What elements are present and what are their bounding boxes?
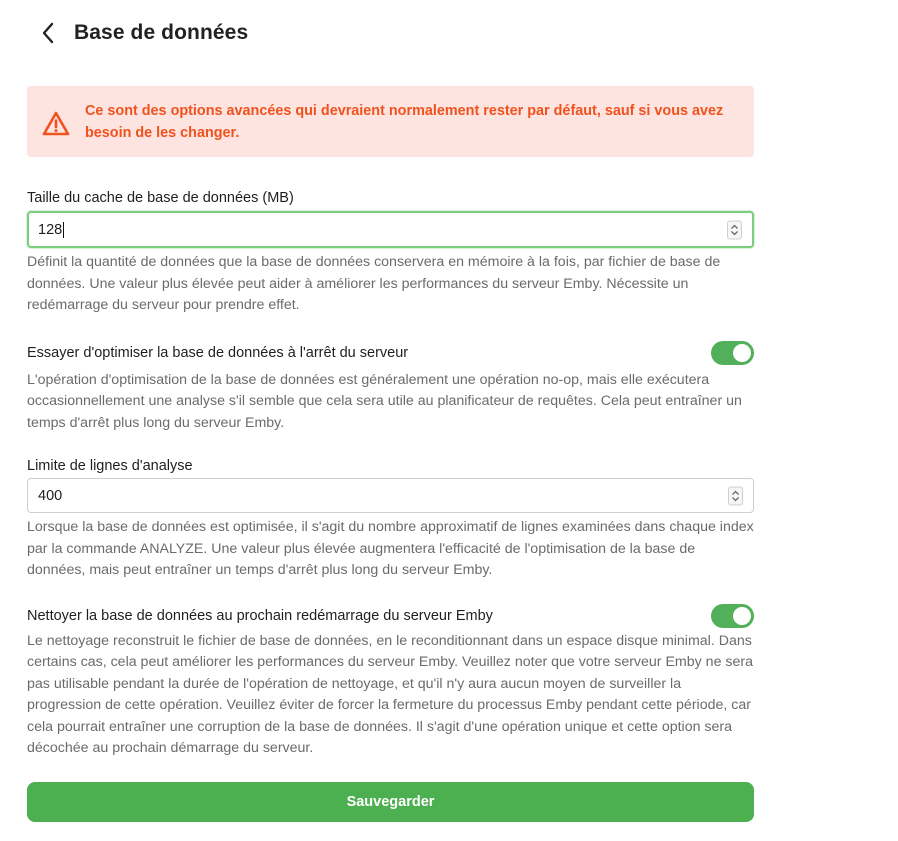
cache-size-value: 128 xyxy=(38,221,63,238)
page-header xyxy=(36,18,248,48)
chevron-left-icon xyxy=(41,22,55,44)
page-title: Base de données xyxy=(74,21,249,44)
optimize-toggle-row xyxy=(27,341,754,365)
vacuum-help: Le nettoyage reconstruit le fichier de base de données, en le reconditionnant dans un espace disque minimal. Dans certains cas, cela peut améliorer les performances du serveur Emby. Veuillez noter que votre serveur Emby ne sera pas utilisable pendant la durée de l'opération de nettoyage, et qu'il n'y aura aucun moyen de surveiller la progression de cette opération. Veuillez éviter de forcer la fermeture du processus Emby pendant cette période, car cela pourrait entraîner une corruption de la base de données. Il s'agit d'une opération unique et cette option sera décochée au prochain démarrage du serveur. xyxy=(27,632,753,756)
vacuum-toggle-row xyxy=(27,604,754,628)
settings-form xyxy=(27,86,754,822)
toggle-knob xyxy=(733,607,751,625)
optimize-help: L'opération d'optimisation de la base de données est généralement une opération no-op, mais elle exécutera occasionnellement une analyse s'il semble que cela sera utile au planificateur de requêtes. Cela peut entraîner un temps d'arrêt plus long du serveur Emby. xyxy=(27,371,742,431)
vacuum-label: Nettoyer la base de données au prochain redémarrage du serveur Emby xyxy=(27,607,493,624)
back-button[interactable] xyxy=(36,19,60,47)
warning-banner xyxy=(27,86,754,157)
optimize-toggle[interactable] xyxy=(711,341,754,365)
cache-size-label: Taille du cache de base de données (MB) xyxy=(27,190,294,206)
analysis-limit-stepper[interactable] xyxy=(728,486,743,505)
text-caret xyxy=(63,222,64,238)
stepper-arrows-icon xyxy=(730,223,739,236)
analysis-limit-field xyxy=(27,456,754,582)
cache-size-field xyxy=(27,188,754,317)
optimize-label: Essayer d'optimiser la base de données à l'arrêt du serveur xyxy=(27,344,409,361)
cache-size-stepper[interactable] xyxy=(727,220,742,239)
analysis-limit-label: Limite de lignes d'analyse xyxy=(27,458,193,474)
vacuum-on-restart-field xyxy=(27,604,754,760)
analysis-limit-value: 400 xyxy=(38,487,63,504)
analysis-limit-help: Lorsque la base de données est optimisée, il s'agit du nombre approximatif de lignes examinées dans chaque index par la commande ANALYZE. Une valeur plus élevée augmentera l'efficacité de l'optimisation de la base de données, mais peut entraîner un temps d'arrêt plus long du serveur Emby. xyxy=(27,519,754,578)
toggle-knob xyxy=(733,344,751,362)
cache-size-input[interactable] xyxy=(27,211,754,248)
analysis-limit-input[interactable] xyxy=(27,478,754,513)
warning-text: Ce sont des options avancées qui devraient normalement rester par défaut, sauf si vous avez besoin de les changer. xyxy=(85,103,724,141)
stepper-arrows-icon xyxy=(731,489,740,502)
vacuum-toggle[interactable] xyxy=(711,604,754,628)
save-button[interactable]: Sauvegarder xyxy=(27,782,754,822)
cache-size-help: Définit la quantité de données que la base de données conservera en mémoire à la fois, par fichier de base de données. Une valeur plus élevée peut aider à améliorer les performances du serveur Emby. Nécessite un redémarrage du serveur pour prendre effet. xyxy=(27,254,721,313)
warning-triangle-icon xyxy=(41,109,71,139)
optimize-on-shutdown-field xyxy=(27,341,754,435)
